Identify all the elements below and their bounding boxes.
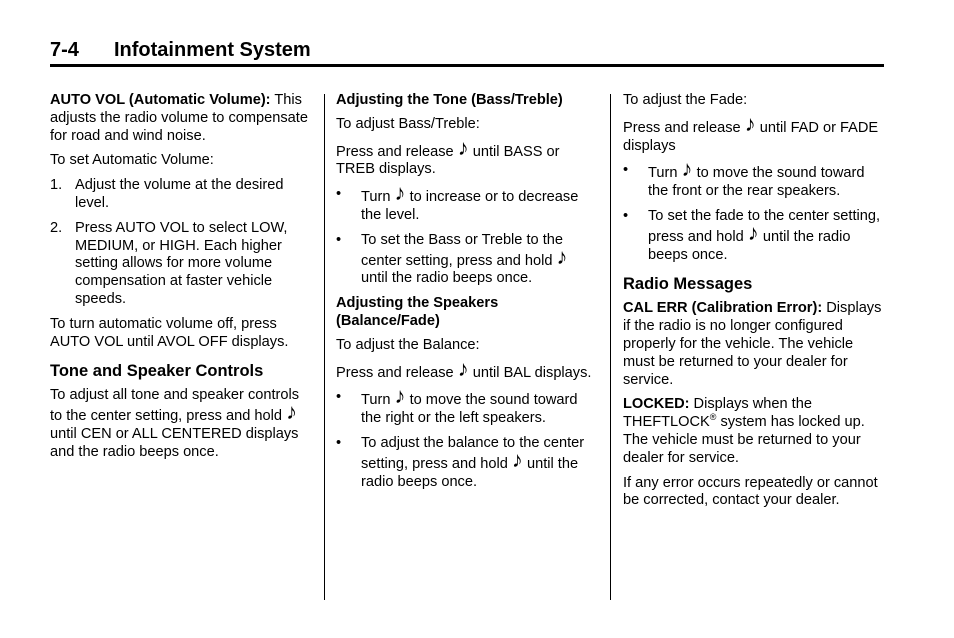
- bass-press-a: Press and release: [336, 143, 458, 160]
- bass-bullets: [336, 180, 598, 288]
- list-item: [336, 435, 598, 491]
- bullet-text-b: to move the sound toward the right or the left speakers.: [361, 392, 578, 427]
- list-item: [623, 156, 885, 201]
- list-item: [336, 383, 598, 428]
- locked-paragraph: [623, 396, 885, 467]
- bass-press-b: until BASS or TREB displays.: [336, 143, 560, 178]
- bass-intro: To adjust Bass/Treble:: [336, 115, 480, 132]
- step-number: 2.: [50, 219, 63, 236]
- balance-intro: To adjust the Balance:: [336, 336, 480, 353]
- autovol-paragraph: [50, 92, 312, 145]
- bullet: •: [623, 162, 629, 179]
- knob-icon: ♪: [457, 134, 469, 160]
- knob-icon: ♪: [457, 355, 469, 381]
- autovol-steps: [50, 177, 312, 309]
- step-text: Adjust the volume at the desired level.: [75, 177, 284, 211]
- fade-press-a: Press and release: [623, 119, 745, 136]
- bullet-text-a: To adjust the balance to the center setting, press and hold: [361, 434, 585, 472]
- cal-err-term: CAL ERR (Calibration Error):: [623, 300, 823, 317]
- bullet: •: [336, 186, 342, 203]
- knob-icon: ♪: [394, 383, 406, 409]
- locked-term: LOCKED:: [623, 396, 690, 413]
- column-2: [336, 92, 598, 498]
- step-number: 1.: [50, 177, 63, 194]
- balance-bullets: [336, 383, 598, 491]
- list-item: [336, 232, 598, 288]
- autovol-off-paragraph: To turn automatic volume off, press AUTO VOL until AVOL OFF displays.: [50, 315, 289, 350]
- column-divider-2: [610, 94, 611, 600]
- bullet-text-b: until the radio beeps once.: [361, 270, 533, 287]
- column-1: [50, 92, 312, 469]
- page-header: [50, 38, 884, 62]
- bullet-text-a: To set the fade to the center setting, press and hold: [648, 207, 881, 245]
- step-text: Press AUTO VOL to select LOW, MEDIUM, or HIGH. Each higher setting allows for more volume compensation at faster vehicle speeds.: [75, 219, 288, 307]
- bal-press-b: until BAL displays.: [468, 364, 592, 381]
- page-title: [50, 38, 884, 62]
- tone-text-a: To adjust all tone and speaker controls to the center setting, press and hold: [50, 387, 300, 425]
- knob-icon: ♪: [744, 110, 756, 136]
- knob-icon: ♪: [747, 219, 759, 245]
- column-divider-1: [324, 94, 325, 600]
- tone-paragraph: [50, 387, 312, 461]
- bullet-text-b: to move the sound toward the front or the rear speakers.: [648, 165, 865, 200]
- knob-icon: ♪: [286, 399, 298, 425]
- bass-press-paragraph: [336, 134, 598, 180]
- knob-icon: ♪: [394, 180, 406, 206]
- autovol-set-intro: To set Automatic Volume:: [50, 152, 214, 169]
- error-paragraph: If any error occurs repeatedly or cannot be corrected, contact your dealer.: [623, 474, 878, 509]
- list-item: [50, 220, 312, 309]
- bullet: •: [336, 389, 342, 406]
- bullet: •: [623, 207, 629, 224]
- registered-mark: ®: [709, 412, 717, 423]
- cal-err-paragraph: [623, 300, 885, 389]
- knob-icon: ♪: [511, 446, 523, 472]
- bullet-text-b: until the radio beeps once.: [361, 455, 579, 490]
- list-item: [50, 177, 312, 213]
- bullet: •: [336, 434, 342, 451]
- knob-icon: ♪: [681, 156, 693, 182]
- locked-text-a: Displays when the THEFTLOCK: [623, 396, 812, 431]
- bullet-text-a: Turn: [648, 165, 682, 182]
- bullet-text-b: until the radio beeps once.: [648, 228, 851, 263]
- autovol-term: AUTO VOL (Automatic Volume):: [50, 92, 271, 108]
- autovol-desc: This adjusts the radio volume to compensate for road and wind noise.: [50, 92, 308, 144]
- radio-messages-heading: Radio Messages: [623, 275, 753, 294]
- fade-press-paragraph: [623, 110, 885, 156]
- header-rule: [50, 64, 884, 67]
- list-item: [623, 208, 885, 264]
- fade-bullets: [623, 156, 885, 264]
- bullet-text-a: To set the Bass or Treble to the center setting, press and hold: [361, 231, 563, 269]
- bullet-text-b: to increase or to decrease the level.: [361, 189, 579, 223]
- bullet: •: [336, 231, 342, 248]
- list-item: [336, 180, 598, 225]
- bass-heading: Adjusting the Tone (Bass/Treble): [336, 92, 563, 108]
- fade-press-b: until FAD or FADE displays: [623, 119, 879, 154]
- knob-icon: ♪: [556, 243, 568, 269]
- speakers-heading: Adjusting the Speakers (Balance/Fade): [336, 295, 499, 329]
- fade-intro: To adjust the Fade:: [623, 92, 748, 108]
- section-number: 7-4: [50, 39, 79, 61]
- locked-text-b: system has locked up. The vehicle must be returned to your dealer for service.: [623, 414, 865, 466]
- bullet-text-a: Turn: [361, 189, 395, 206]
- tone-text-b: until CEN or ALL CENTERED displays and the radio beeps once.: [50, 425, 299, 460]
- cal-err-desc: Displays if the radio is no longer configured properly for the vehicle. The vehicle must be returned to your dealer for service.: [623, 300, 882, 388]
- column-3: [623, 92, 885, 517]
- balance-press-paragraph: [336, 355, 598, 383]
- bal-press-a: Press and release: [336, 364, 458, 381]
- bullet-text-a: Turn: [361, 392, 395, 409]
- section-title: Infotainment System: [114, 39, 311, 61]
- tone-heading: Tone and Speaker Controls: [50, 362, 264, 381]
